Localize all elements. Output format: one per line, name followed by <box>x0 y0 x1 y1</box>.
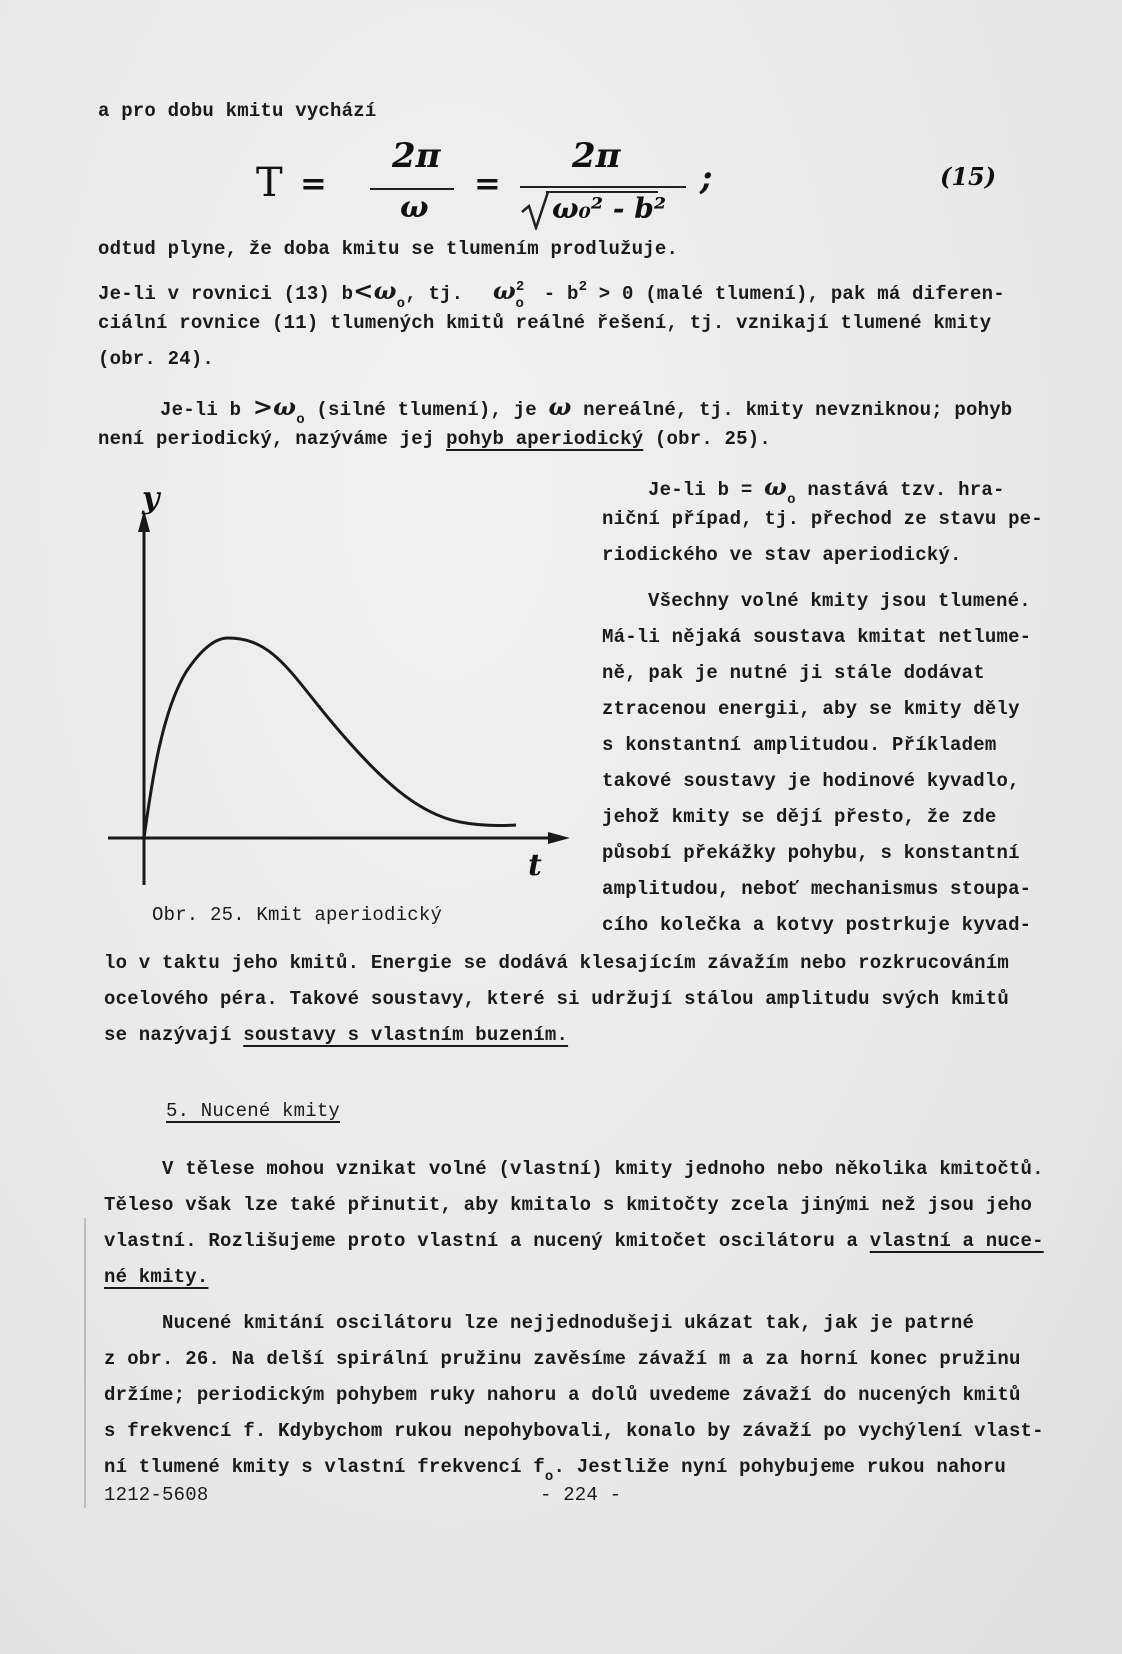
x-axis-arrow-icon <box>548 832 570 844</box>
formula-semicolon: ; <box>700 158 713 198</box>
text-line: z obr. 26. Na delší spirální pružinu zavěsíme závaží m a za horní konec pružinu <box>104 1348 1021 1370</box>
text-line: Všechny volné kmity jsou tlumené. <box>648 590 1031 612</box>
text-line: (obr. 24). <box>98 348 215 370</box>
page-number: - 224 - <box>540 1484 622 1506</box>
underlined-term: vlastní a nuce- <box>869 1230 1044 1252</box>
text-line: a pro dobu kmitu vychází <box>98 100 377 122</box>
text-line: ně, pak je nutné ji stále dodávat <box>602 662 985 684</box>
aperiodic-curve <box>144 638 516 838</box>
text-line: působí překážky pohybu, s konstantní <box>602 842 1020 864</box>
text-line: Je-li $b = \omega_o$ nastává tzv. hra- <box>648 472 1005 508</box>
text-line: ní tlumené kmity s vlastní frekvencí $f_o$. Jestliže nyní pohybujeme rukou nahoru <box>104 1456 1006 1485</box>
text-line: s frekvencí f. Kdybychom rukou nepohybovali, konalo by závaží po vychýlení vlast- <box>104 1420 1044 1442</box>
document-code: 1212-5608 <box>104 1484 209 1506</box>
formula-T: T <box>256 160 283 206</box>
text-line: ciální rovnice (11) tlumených kmitů reálné řešení, tj. vznikají tlumené kmity <box>98 312 992 334</box>
formula-num2: 2π <box>572 136 621 176</box>
figure-caption: Obr. 25. Kmit aperiodický <box>152 904 443 926</box>
text-line: Má-li nějaká soustava kmitat netlume- <box>602 626 1032 648</box>
text-line: riodického ve stav aperiodický. <box>602 544 962 566</box>
aperiodic-oscillation-figure <box>100 480 580 900</box>
t-axis-label: t <box>528 848 542 883</box>
text-line: Je-li $b >\omega_o$ (silné tlumení), je ω nereálné, tj. kmity nevzniknou; pohyb <box>160 392 1013 428</box>
y-axis-label: y <box>142 481 160 516</box>
fraction-bar-2 <box>520 186 686 188</box>
underlined-term: soustavy s vlastním buzením. <box>243 1024 569 1046</box>
text-line: V tělese mohou vznikat volné (vlastní) kmity jednoho nebo několika kmitočtů. <box>162 1158 1044 1180</box>
text-line: ocelového péra. Takové soustavy, které si udržují stálou amplitudu svých kmitů <box>104 988 1009 1010</box>
text-line: jehož kmity se dějí přesto, že zde <box>602 806 997 828</box>
text-line: niční případ, tj. přechod ze stavu pe- <box>602 508 1043 530</box>
text-line: odtud plyne, že doba kmitu se tlumením prodlužuje. <box>98 238 679 260</box>
text-line: držíme; periodickým pohybem ruky nahoru a dolů uvedeme závaží do nucených kmitů <box>104 1384 1021 1406</box>
section-heading: 5. Nucené kmity <box>166 1100 341 1122</box>
underlined-term: né kmity. <box>104 1266 209 1288</box>
equation-label: (15) <box>940 162 997 191</box>
text-line: lo v taktu jeho kmitů. Energie se dodává klesajícím závažím nebo rozkrucováním <box>104 952 1009 974</box>
text-line: Těleso však lze také přinutit, aby kmitalo s kmitočty zcela jinými než jsou jeho <box>104 1194 1033 1216</box>
text-line: vlastní. Rozlišujeme proto vlastní a nucený kmitočet oscilátoru a vlastní a nuce- <box>104 1230 1044 1252</box>
text-line: cího kolečka a kotvy postrkuje kyvad- <box>602 914 1032 936</box>
sqrt-sign-icon <box>520 190 550 230</box>
text-line: amplitudou, neboť mechanismus stoupa- <box>602 878 1032 900</box>
text-line: Je-li v rovnici (13) $b<\omega_o$, tj. $\omega^2_o - b^2 > 0$ (malé tlumení), pak má diferen- <box>98 276 1005 312</box>
text-line: s konstantní amplitudou. Příkladem <box>602 734 997 756</box>
formula-den2: ω₀² - b² <box>552 192 667 225</box>
text-line: se nazývají soustavy s vlastním buzením. <box>104 1024 569 1046</box>
formula-den1: ω <box>400 190 429 225</box>
formula-num1: 2π <box>392 136 441 176</box>
formula-eq2: = <box>474 164 501 202</box>
formula-eq1: = <box>300 164 327 202</box>
margin-mark <box>84 1218 86 1508</box>
text-line: ztracenou energii, aby se kmity děly <box>602 698 1020 720</box>
text-line: není periodický, nazýváme jej pohyb aperiodický (obr. 25). <box>98 428 771 450</box>
text-line: takové soustavy je hodinové kyvadlo, <box>602 770 1020 792</box>
text-line: Nucené kmitání oscilátoru lze nejjednodušeji ukázat tak, jak je patrné <box>162 1312 975 1334</box>
underlined-term: pohyb aperiodický <box>446 428 644 450</box>
